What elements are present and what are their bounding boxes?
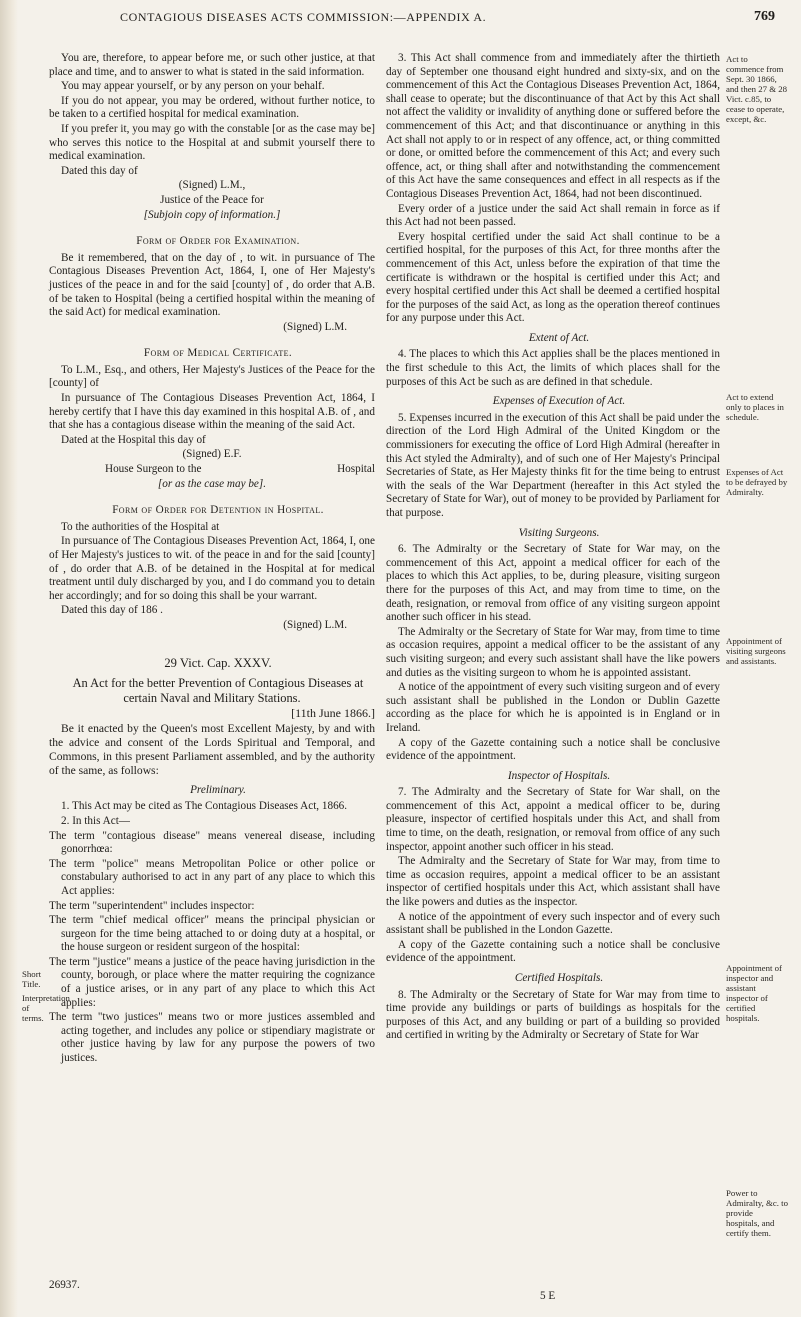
margin-note-expenses: Expenses of Act to be defrayed by Admiralty. <box>726 467 788 497</box>
left-column <box>49 52 375 1067</box>
definition: The term "chief medical officer" means the principal physician or surgeon for the time being attached to or doing duty at a hospital, or the house surgeon or resident surgeon of the hospital: <box>49 914 375 954</box>
margin-note-visiting-surgeons: Appointment of visiting surgeons and assistants. <box>726 636 786 666</box>
margin-note-inspector: Appointment of inspector and assistant inspector of certified hospitals. <box>726 963 782 1023</box>
form-heading: Form of Medical Certificate. <box>143 347 293 360</box>
paragraph: The Admiralty and the Secretary of State for War may, from time to time as occasion requires, appoint a medical officer to be an assistant inspector of certified hospitals under this Act, which assistant shall have the like powers and duties as the inspector. <box>386 855 720 909</box>
act-title: An Act for the better Prevention of Contagious Diseases at certain Naval and Military Stations. <box>72 676 364 706</box>
signature-line: (Signed) L.M. <box>283 320 347 333</box>
running-title: CONTAGIOUS DISEASES ACTS COMMISSION:—APPENDIX A. <box>120 10 487 24</box>
signature-line: (Signed) E.F. <box>182 448 242 461</box>
form-body: Be it remembered, that on the day of , to wit. in pursuance of The Contagious Diseases Prevention Act, 1864, I, one of Her Majesty's justices of the peace in and for the said [county] of , do order that A.B. of be taken to Hospital (being a certified hospital within the meaning of the said Act) for medical examination. <box>49 251 375 319</box>
definition: The term "contagious disease" means venereal disease, including gonorrhœa: <box>49 829 375 856</box>
subjoin-note: [Subjoin copy of information.] <box>143 208 281 221</box>
section-heading: Extent of Act. <box>528 331 590 344</box>
margin-note-certified-hospitals: Power to Admiralty, &c. to provide hospitals, and certify them. <box>726 1188 788 1238</box>
right-column <box>386 52 720 1044</box>
paragraph: Every hospital certified under the said Act shall continue to be a certified hospital, for the purposes of this Act, for three months after the commencement of this Act, unless before the expiration of that time the certificate is withdrawn or the hospital is certified under this Act; and every hospital certified under this Act shall be deemed a certified hospital for the purposes of the said Act, as long as the operation thereof continues for any purpose under this Act. <box>386 230 720 325</box>
margin-note-extent: Act to extend only to places in schedule. <box>726 392 784 422</box>
section-7: 7. The Admiralty and the Secretary of State for War shall, on the commencement of this Act, appoint a medical officer to be, during pleasure, inspector of certified hospitals under this Act, and shall from time to time, on the death, resignation, or removal from office of any such inspector, appoint another such officer in his stead. <box>386 786 720 853</box>
paragraph: A notice of the appointment of every such inspector and of every such assistant shall be published in the London Gazette. <box>386 910 720 937</box>
form-heading: Form of Order for Examination. <box>136 235 300 248</box>
form-body: In pursuance of The Contagious Diseases Prevention Act, 1864, I hereby certify that I have this day examined in this hospital A.B. of , and that she has a contagious disease within the meaning of the said Act. <box>49 392 375 432</box>
section-2: 2. In this Act— <box>61 814 130 827</box>
form-heading: Form of Order for Detention in Hospital. <box>112 504 324 517</box>
section-6: 6. The Admiralty or the Secretary of State for War may, on the commencement of this Act, appoint a medical officer for each of the places to which this Act applies, to be, during pleasure, visiting surgeon there for the purposes of this Act, and may from time to time, on the death, resignation, or removal from office of any visiting surgeon appoint another such officer in his stead. <box>386 543 720 624</box>
hospital-label: Hospital <box>337 463 375 476</box>
house-surgeon-label: House Surgeon to the <box>105 463 202 476</box>
dated-line: Dated this day of 186 . <box>61 604 163 617</box>
page-header <box>0 10 801 32</box>
form-address: To the authorities of the Hospital at <box>61 520 220 533</box>
signature-line: (Signed) L.M. <box>283 618 347 631</box>
margin-note-short-title: Short Title. <box>22 969 42 989</box>
signature-line: (Signed) L.M., <box>178 179 246 192</box>
justice-line: Justice of the Peace for <box>160 193 264 206</box>
page-number: 769 <box>754 9 775 24</box>
form-body: In pursuance of The Contagious Diseases Prevention Act, 1864, I, one of Her Majesty's justices to wit. of the peace in and for the said [county] of , do order that A.B. of be detained in the Hospital at for medical treatment until duly discharged by you, and I do command you to detain her accordingly; and for so doing this shall be your warrant. <box>49 535 375 602</box>
section-heading: Visiting Surgeons. <box>518 526 600 539</box>
house-surgeon-line <box>49 463 375 477</box>
definition: The term "justice" means a justice of the peace having jurisdiction in the county, borough, or place where the matter requiring the cognizance of a justice arises, or in any part of any place to which this Act applies: <box>49 955 375 1009</box>
paragraph: If you prefer it, you may go with the constable [or as the case may be] who serves this notice to the Hospital at and submit yourself there to medical examination. <box>49 122 375 163</box>
section-heading: Preliminary. <box>190 783 246 796</box>
paragraph: The Admiralty or the Secretary of State for War may, from time to time as occasion requires, appoint a medical officer to be the assistant of any such visiting surgeon; and every such assistant shall have the like powers and duties as the visiting surgeon to whom he is appointed assistant. <box>386 625 720 679</box>
margin-note-interpretation: Interpretation of terms. <box>22 993 70 1023</box>
section-5: 5. Expenses incurred in the execution of this Act shall be paid under the direction of the Lord High Admiral of the United Kingdom or the commissioners for executing the office of Lord High Admiral (hereafter in this Act styled the Admiralty), and of such one of Her Majesty's Principal Secretaries of State, as Her Majesty thinks fit for the time being to entrust with the seals of the War Department (hereafter in this Act styled the Secretary of State for War), out of money to be provided by Parliament for that purpose. <box>386 411 720 519</box>
paragraph: You are, therefore, to appear before me, or such other justice, at that place and time, and to answer to what is stated in the said information. <box>49 52 375 78</box>
margin-note-commencement: Act to commence from Sept. 30 1866, and then 27 & 28 Vict. c.85, to cease to operate, except, &c. <box>726 54 788 124</box>
section-3: 3. This Act shall commence from and immediately after the thirtieth day of September one thousand eight hundred and sixty-six, and on the commencement of this Act the Contagious Diseases Prevention Act, 1864, shall cease to operate; but the discontinuance of that Act by this Act shall not affect the validity or invalidity of anything done or suffered before the commencement of this Act; and that discontinuance or anything in this Act shall not apply to or in respect of any offence, act, or thing committed or done, or omitted before the commencement of this Act; and every such offence, act, or thing shall after and notwithstanding the commencement of this Act have the same consequences and effect in all respects as if the Contagious Diseases Prevention Act, 1864, had not been discontinued. <box>386 52 720 200</box>
section-heading: Certified Hospitals. <box>514 972 604 984</box>
section-1: 1. This Act may be cited as The Contagious Diseases Act, 1866. <box>61 800 348 813</box>
case-note: [or as the case may be]. <box>157 477 267 490</box>
act-chapter-heading: 29 Vict. Cap. XXXV. <box>164 655 272 670</box>
dated-line: Dated at the Hospital this day of <box>61 433 206 446</box>
definition: The term "two justices" means two or more justices assembled and acting together, and includes any police or stipendiary magistrate or other justice having by law for any purpose the powers of two justices. <box>49 1011 375 1065</box>
print-code: 26937. <box>49 1279 80 1291</box>
page-gutter <box>0 0 18 1317</box>
dated-line: Dated this day of <box>61 164 138 177</box>
definition: The term "superintendent" includes inspector: <box>49 899 255 912</box>
section-heading: Inspector of Hospitals. <box>507 769 611 782</box>
act-date: [11th June 1866.] <box>291 706 375 721</box>
paragraph: A notice of the appointment of every such visiting surgeon and of every such assistant shall be published in the London or Dublin Gazette according as the place for which he is appointed is in England or in Ireland. <box>386 681 720 734</box>
section-8: 8. The Admiralty or the Secretary of State for War may from time to time provide any buildings or parts of buildings as hospitals for the purposes of this Act, and any building or part of a building so provided and certified in writing by the Admiralty or Secretary of State for War <box>386 988 720 1042</box>
form-address: To L.M., Esq., and others, Her Majesty's Justices of the Peace for the [county] of <box>49 363 375 390</box>
enacting-clause: Be it enacted by the Queen's most Excellent Majesty, by and with the advice and consent of the Lords Spiritual and Temporal, and Commons, in this present Parliament assembled, and by the authority of the same, as follows: <box>49 721 375 777</box>
definition: The term "police" means Metropolitan Police or other police or constabulary authorised to act in any part of any place to which this Act applies: <box>49 857 375 897</box>
paragraph: You may appear yourself, or by any person on your behalf. <box>61 80 325 93</box>
signature-mark: 5 E <box>540 1290 556 1302</box>
section-heading: Expenses of Execution of Act. <box>492 395 626 408</box>
section-4: 4. The places to which this Act applies shall be the places mentioned in the first schedule to this Act, the limits of which places shall for the purposes of this Act be such as are defined in that schedule. <box>386 348 720 388</box>
paragraph: A copy of the Gazette containing such a notice shall be conclusive evidence of the appointment. <box>386 736 720 763</box>
paragraph: A copy of the Gazette containing such a notice shall be conclusive evidence of the appointment. <box>386 938 720 965</box>
paragraph: If you do not appear, you may be ordered, without further notice, to be taken to a certified hospital for medical examination. <box>49 94 375 121</box>
paragraph: Every order of a justice under the said Act shall remain in force as if this Act had not been passed. <box>386 202 720 229</box>
